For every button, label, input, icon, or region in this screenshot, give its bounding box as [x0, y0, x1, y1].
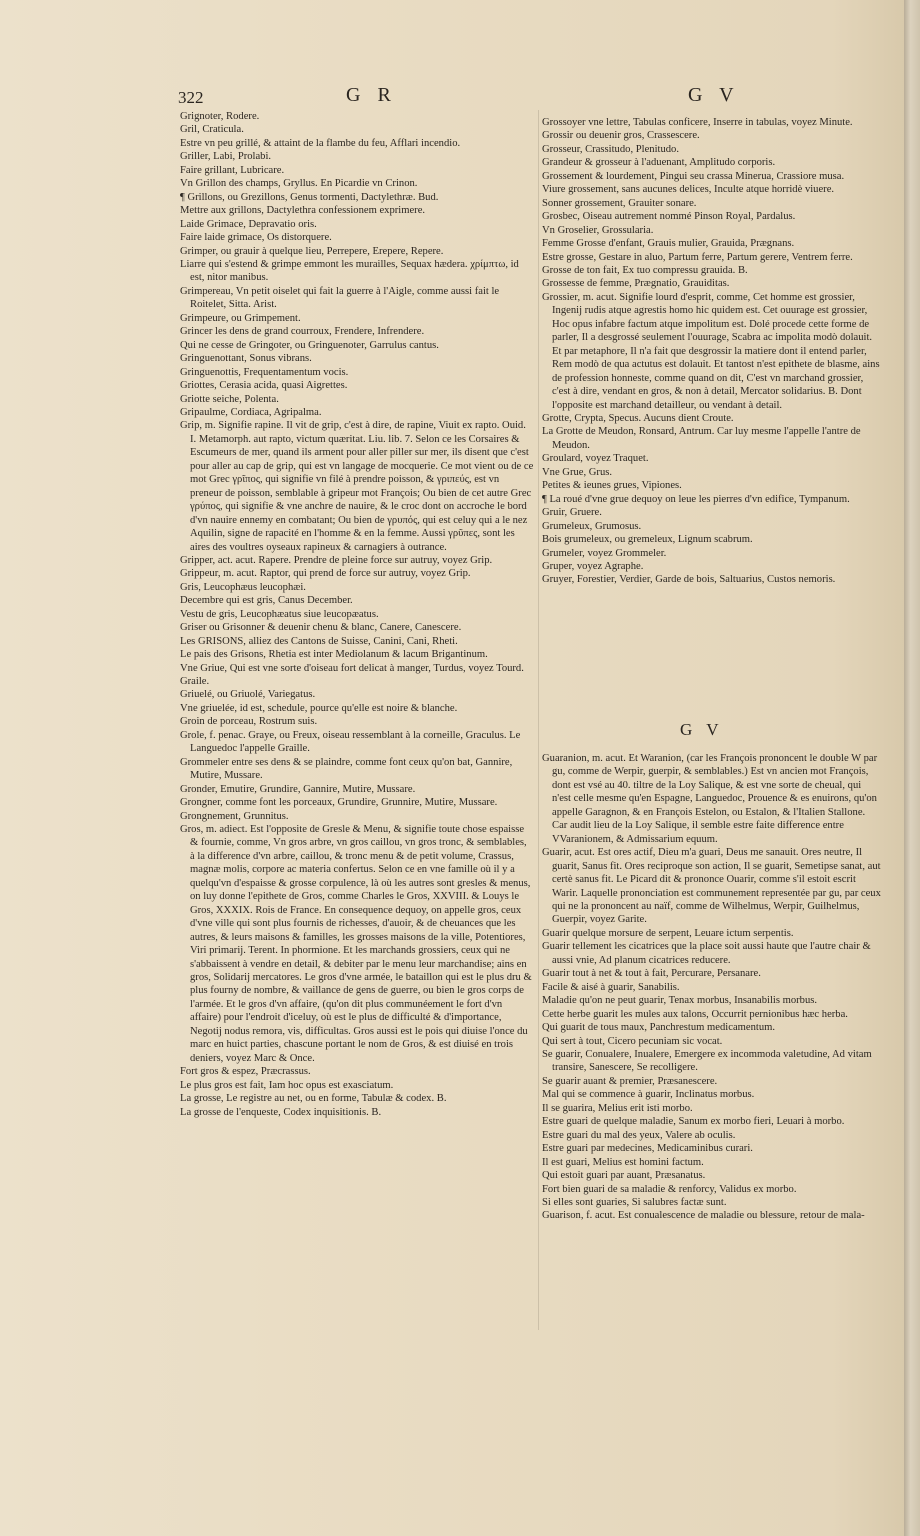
dictionary-entry: Cette herbe guarit les mules aux talons, Occurrit pernionibus hæc herba.	[542, 1008, 848, 1020]
dictionary-entry: Maladie qu'on ne peut guarir, Tenax morbus, Insanabilis morbus.	[542, 995, 818, 1007]
dictionary-entry: Gruir, Gruere.	[542, 507, 602, 519]
dictionary-entry: Griller, Labi, Prolabi.	[180, 151, 272, 163]
dictionary-entry: Estre guari du mal des yeux, Valere ab oculis.	[542, 1129, 736, 1141]
dictionary-entry: Il est guari, Melius est homini factum.	[542, 1156, 704, 1168]
dictionary-entry: Grommeler entre ses dens & se plaindre, comme font ceux qu'on bat, Gannire, Mutire, Mussare.	[180, 756, 513, 782]
dictionary-entry: Griottes, Cerasia acida, quasi Aigrettes.	[180, 380, 348, 392]
dictionary-entry: Viure grossement, sans aucunes delices, Inculte atque horridè viuere.	[542, 184, 835, 196]
dictionary-entry: Gringuenottis, Frequentamentum vocis.	[180, 366, 349, 378]
dictionary-entry: Petites & ieunes grues, Vipiones.	[542, 480, 682, 492]
dictionary-entry: Vn Groselier, Grossularia.	[542, 224, 654, 236]
dictionary-entry: Gringuenottant, Sonus vibrans.	[180, 353, 312, 365]
dictionary-entry: Vne griuelée, id est, schedule, pource qu'elle est noire & blanche.	[180, 702, 458, 714]
dictionary-entry: Decembre qui est gris, Canus December.	[180, 595, 353, 607]
dictionary-entry: Grosseur, Crassitudo, Plenitudo.	[542, 143, 679, 155]
dictionary-entry: Estre guari par medecines, Medicaminibus curari.	[542, 1143, 753, 1155]
column-divider	[538, 110, 539, 1330]
dictionary-entry: Griotte seiche, Polenta.	[180, 393, 279, 405]
dictionary-entry: Vne Griue, Qui est vne sorte d'oiseau fort delicat à manger, Turdus, voyez Tourd.	[180, 662, 524, 674]
left-column	[180, 110, 534, 1119]
dictionary-entry: Il se guarira, Melius erit isti morbo.	[542, 1102, 693, 1114]
dictionary-entry: ¶ La roué d'vne grue dequoy on leue les pierres d'vn edifice, Tympanum.	[542, 493, 850, 505]
dictionary-entry: Guarir quelque morsure de serpent, Leuare ictum serpentis.	[542, 927, 794, 939]
dictionary-entry: Le plus gros est fait, Iam hoc opus est exasciatum.	[180, 1079, 394, 1091]
dictionary-entry: Mal qui se commence à guarir, Inclinatus morbus.	[542, 1089, 755, 1101]
right-column-top	[542, 116, 882, 587]
dictionary-entry: Fort gros & espez, Præcrassus.	[180, 1066, 311, 1078]
right-column-bottom	[542, 752, 882, 1223]
dictionary-entry: Gronder, Emutire, Grundire, Gannire, Mutire, Mussare.	[180, 783, 416, 795]
dictionary-entry: Guaranion, m. acut. Et Waranion, (car les François prononcent le double W par gu, comme de Werpir, guerpir, & semblables.) Est vn ancien mot François, dont est vsé au 40. tiltre de la Loy Salique, & est vne sorte de cheual, qui n'est celle mesme qu'en Espagne, Languedoc, Prouence & es enuirons, qu'on appelle Garagnon, & en François Estelon, ou Estalon, & l'Italien Stallone. Car audit lieu de la Loy Salique, il semble estre faite difference entre VVaranionem, & Admissarium equum.	[542, 753, 878, 845]
dictionary-entry: Grossier, m. acut. Signifie lourd d'esprit, comme, Cet homme est grossier, Ingenij rudis atque agrestis homo hic quidem est. Cet ouurage est grossier, Hoc opus infabre factum atque impolitum est. Dolé procede cette forme de parler, Il a desgrossé seulement l'ouurage, Scabra ac impolita modò dolauit. Et par metaphore, Il n'a fait que desgrossir la matiere dont il entend parler, Rem modò de qua actutus est dolauit. Et tantost n'est epithete de blasme, ains de profession honneste, comme quand on dit, C'est vn marchand grossier, c'est à dire, vendant en gros, & non à detail, Mercator solidarius. B. Dont l'opposite est marchand detailleur, ou vendant à detail.	[542, 291, 880, 411]
dictionary-entry: Grimpeure, ou Grimpement.	[180, 312, 301, 324]
dictionary-entry: Grimper, ou grauir à quelque lieu, Perrepere, Erepere, Repere.	[180, 245, 444, 257]
dictionary-entry: Le pais des Grisons, Rhetia est inter Mediolanum & lacum Brigantinum.	[180, 649, 488, 661]
dictionary-entry: Grimpereau, Vn petit oiselet qui fait la guerre à l'Aigle, comme aussi fait le Roitelet, Sitta. Arist.	[180, 285, 500, 311]
dictionary-entry: Gros, m. adiect. Est l'opposite de Gresle & Menu, & signifie toute chose espaisse & fournie, comme, Vn gros arbre, vn gros caillou, vn gros tronc, & semblables, à la difference d'vn arbre, caillou, & tronc menu & de petit volume, Crassus, magnæ molis, corpore ac materia confertus. Selon ce en vne famille où il y a quelqu'vn d'espaisse & grosse corpulence, là où les autres sont gresles & menus, on luy donne l'epithete de Gros, comme Charles le Gros, XXVIII. & Louys le Gros, XXXIX. Rois de France. En consequence dequoy, on appelle gros, ceux d'vne ville qui sont plus fournis de richesses, d'auoir, & de cheuances que les autres, & leurs maisons & familles, les grosses maisons de la ville, Potentiores, Viri primarij. Terent. In phormione. Et les marchands grossiers, ceux qui ne s'abbaissent à vendre en detail, & debiter par le menu leur marchandise; ains en gros, Solidarij mercatores. Le gros d'vne armée, le bataillon qui est le plus dru & plus fourny de nombre, & vaillance de gens de guerre, ou bien le gros corps de l'armée. Et le gros d'vn affaire, (qu'on dit plus communéement le fort d'vn affaire) pour l'endroit d'iceluy, où est le plus de difficulté & d'importance, Negotij nodus remora, vis, difficultas. Gros aussi est le pois qui diuise l'once du marc en huict parties, chascune portant le nom de Gros, & est diuisé en trois deniers, voyez Marc & Once.	[180, 824, 532, 1064]
running-header-left: G R	[346, 84, 397, 106]
dictionary-entry: Gripaulme, Cordiaca, Agripalma.	[180, 406, 322, 418]
dictionary-entry: Grossement & lourdement, Pingui seu crassa Minerua, Crassiore musa.	[542, 170, 845, 182]
dictionary-entry: Grole, f. penac. Graye, ou Freux, oiseau ressemblant à la corneille, Graculus. Le Languedoc l'appelle Graille.	[180, 729, 521, 755]
dictionary-entry: Vestu de gris, Leucophæatus siue leucopæatus.	[180, 608, 379, 620]
dictionary-entry: Gril, Craticula.	[180, 124, 244, 136]
dictionary-entry: Gruyer, Forestier, Verdier, Garde de bois, Saltuarius, Custos nemoris.	[542, 574, 836, 586]
dictionary-entry: Se guarir, Conualere, Inualere, Emergere ex incommoda valetudine, Ad vitam transire, Sanescere, Se recolligere.	[542, 1048, 872, 1074]
dictionary-entry: Grip, m. Signifie rapine. Il vit de grip, c'est à dire, de rapine, Viuit ex rapto. Ouid. I. Metamorph. aut rapto, victum quæritat. Liu. lib. 7. Selon ce les Corsaires & Escumeurs de mer, quand ils arment pour aller piller sur mer, ils disent que c'est pour aller au cap de grip, qui est vn langage de mocquerie. Ce mot vient ou de ce mot Grec γρῖπος, qui signifie vn filé à prendre poisson, & γριπεύς, est vn preneur de poisson, semblable à gripeur mot François; Ou bien de cet autre Grec γρύπος, qui signifie & vne anchre de nauire, & le croc dont on accroche le bord d'vn nauire ennemy en combatant; Ou bien de γρυπός, qui est celuy qui a le nez Aquilin, signe de rapacité en l'homme & en la femme. Aussi γρῦπες, sont les aires des voultres oyseaux rapineux & carnagiers à outrance.	[180, 420, 534, 553]
dictionary-entry: Estre grosse, Gestare in aluo, Partum ferre, Partum gerere, Ventrem ferre.	[542, 251, 853, 263]
dictionary-entry: Mettre aux grillons, Dactylethra confessionem exprimere.	[180, 205, 426, 217]
dictionary-entry: Les GRISONS, alliez des Cantons de Suisse, Canini, Cani, Rheti.	[180, 635, 458, 647]
dictionary-entry: Facile & aisé à guarir, Sanabilis.	[542, 981, 680, 993]
dictionary-entry: Grandeur & grosseur à l'aduenant, Amplitudo corporis.	[542, 157, 776, 169]
dictionary-entry: Grotte, Crypta, Specus. Aucuns dient Croute.	[542, 412, 734, 424]
dictionary-entry: Se guarir auant & premier, Præsanescere.	[542, 1075, 718, 1087]
dictionary-entry: Griuelé, ou Griuolé, Variegatus.	[180, 689, 316, 701]
dictionary-entry: Qui ne cesse de Gringoter, ou Gringuenoter, Garrulus cantus.	[180, 339, 439, 351]
dictionary-entry: La Grotte de Meudon, Ronsard, Antrum. Car luy mesme l'appelle l'antre de Meudon.	[542, 426, 861, 451]
dictionary-entry: Gruper, voyez Agraphe.	[542, 560, 644, 572]
section-heading: G V	[680, 720, 724, 739]
dictionary-entry: Qui estoit guari par auant, Præsanatus.	[542, 1170, 706, 1182]
dictionary-entry: ¶ Grillons, ou Grezillons, Genus tormenti, Dactylethræ. Bud.	[180, 191, 439, 203]
dictionary-entry: Qui guarit de tous maux, Panchrestum medicamentum.	[542, 1022, 776, 1034]
dictionary-entry: Grossoyer vne lettre, Tabulas conficere, Inserre in tabulas, voyez Minute.	[542, 117, 853, 128]
running-header-right: G V	[688, 84, 740, 106]
dictionary-entry: Fort bien guari de sa maladie & renforcy, Validus ex morbo.	[542, 1183, 797, 1195]
dictionary-entry: Gripper, act. acut. Rapere. Prendre de pleine force sur autruy, voyez Grip.	[180, 554, 493, 566]
dictionary-entry: Grignoter, Rodere.	[180, 111, 260, 122]
dictionary-entry: La grosse de l'enqueste, Codex inquisitionis. B.	[180, 1106, 382, 1118]
dictionary-entry: Sonner grossement, Grauiter sonare.	[542, 197, 697, 209]
dictionary-entry: Grossesse de femme, Prægnatio, Grauiditas.	[542, 278, 730, 290]
dictionary-entry: Griser ou Grisonner & deuenir chenu & blanc, Canere, Canescere.	[180, 622, 462, 634]
dictionary-entry: Si elles sont guaries, Si salubres factæ sunt.	[542, 1196, 727, 1208]
dictionary-entry: Qui sert à tout, Cicero pecuniam sic vocat.	[542, 1035, 723, 1047]
dictionary-entry: Vn Grillon des champs, Gryllus. En Picardie vn Crinon.	[180, 178, 418, 190]
page-number: 322	[178, 88, 204, 107]
dictionary-entry: Estre vn peu grillé, & attaint de la flambe du feu, Afflari incendio.	[180, 137, 461, 149]
dictionary-entry: Groin de porceau, Rostrum suis.	[180, 716, 318, 728]
dictionary-entry: Gris, Leucophæus leucophæi.	[180, 581, 306, 593]
dictionary-entry: Guarison, f. acut. Est conualescence de maladie ou blessure, retour de mala-	[542, 1210, 865, 1222]
dictionary-entry: Guarir tout à net & tout à fait, Percurare, Persanare.	[542, 968, 761, 980]
dictionary-entry: Grincer les dens de grand courroux, Frendere, Infrendere.	[180, 326, 425, 338]
dictionary-entry: Groulard, voyez Traquet.	[542, 453, 649, 465]
dictionary-entry: Grongner, comme font les porceaux, Grundire, Grunnire, Mutire, Mussare.	[180, 797, 498, 809]
dictionary-entry: Faire laide grimace, Os distorquere.	[180, 232, 332, 244]
dictionary-entry: Bois grumeleux, ou gremeleux, Lignum scabrum.	[542, 534, 753, 546]
dictionary-entry: Laide Grimace, Depravatio oris.	[180, 218, 317, 230]
dictionary-entry: La grosse, Le registre au net, ou en forme, Tabulæ & codex. B.	[180, 1093, 447, 1105]
dictionary-entry: Graile.	[180, 676, 210, 688]
dictionary-entry: Femme Grosse d'enfant, Grauis mulier, Grauida, Prægnans.	[542, 238, 795, 250]
dictionary-entry: Liarre qui s'estend & grimpe emmont les murailles, Sequax hædera. χρίμπτω, id est, nitor manibus.	[180, 258, 519, 284]
dictionary-entry: Grumeleux, Grumosus.	[542, 520, 642, 532]
dictionary-entry: Grumeler, voyez Grommeler.	[542, 547, 667, 559]
dictionary-entry: Vne Grue, Grus.	[542, 466, 613, 478]
dictionary-entry: Grongnement, Grunnitus.	[180, 810, 289, 822]
dictionary-entry: Guarir tellement les cicatrices que la place soit aussi haute que l'autre chair & aussi vnie, Ad planum cicatrices reducere.	[542, 941, 871, 966]
dictionary-entry: Grippeur, m. acut. Raptor, qui prend de force sur autruy, voyez Grip.	[180, 568, 471, 580]
dictionary-entry: Grosbec, Oiseau autrement nommé Pinson Royal, Pardalus.	[542, 211, 796, 223]
dictionary-entry: Faire grillant, Lubricare.	[180, 164, 285, 176]
dictionary-entry: Guarir, acut. Est ores actif, Dieu m'a guari, Deus me sanauit. Ores neutre, Il guarit, Sanus fit. Ores reciproque son action, Il se guarit, Semetipse sanat, aut certè sanus fit. Le Picard dit & prononce Ouarir, comme s'il estoit escrit Warir. Laquelle prononciation est communement representée par gu, par ceux qui ne la prononcent au naïf, comme de Wilhelmus, Werpir, Guilhelmus, Guerpir, voyez Garite.	[542, 847, 881, 926]
dictionary-entry: Grossir ou deuenir gros, Crassescere.	[542, 130, 700, 142]
dictionary-entry: Estre guari de quelque maladie, Sanum ex morbo fieri, Leuari à morbo.	[542, 1116, 845, 1128]
page-edge	[904, 0, 920, 1536]
dictionary-entry: Grosse de ton fait, Ex tuo compressu grauida. B.	[542, 264, 748, 276]
